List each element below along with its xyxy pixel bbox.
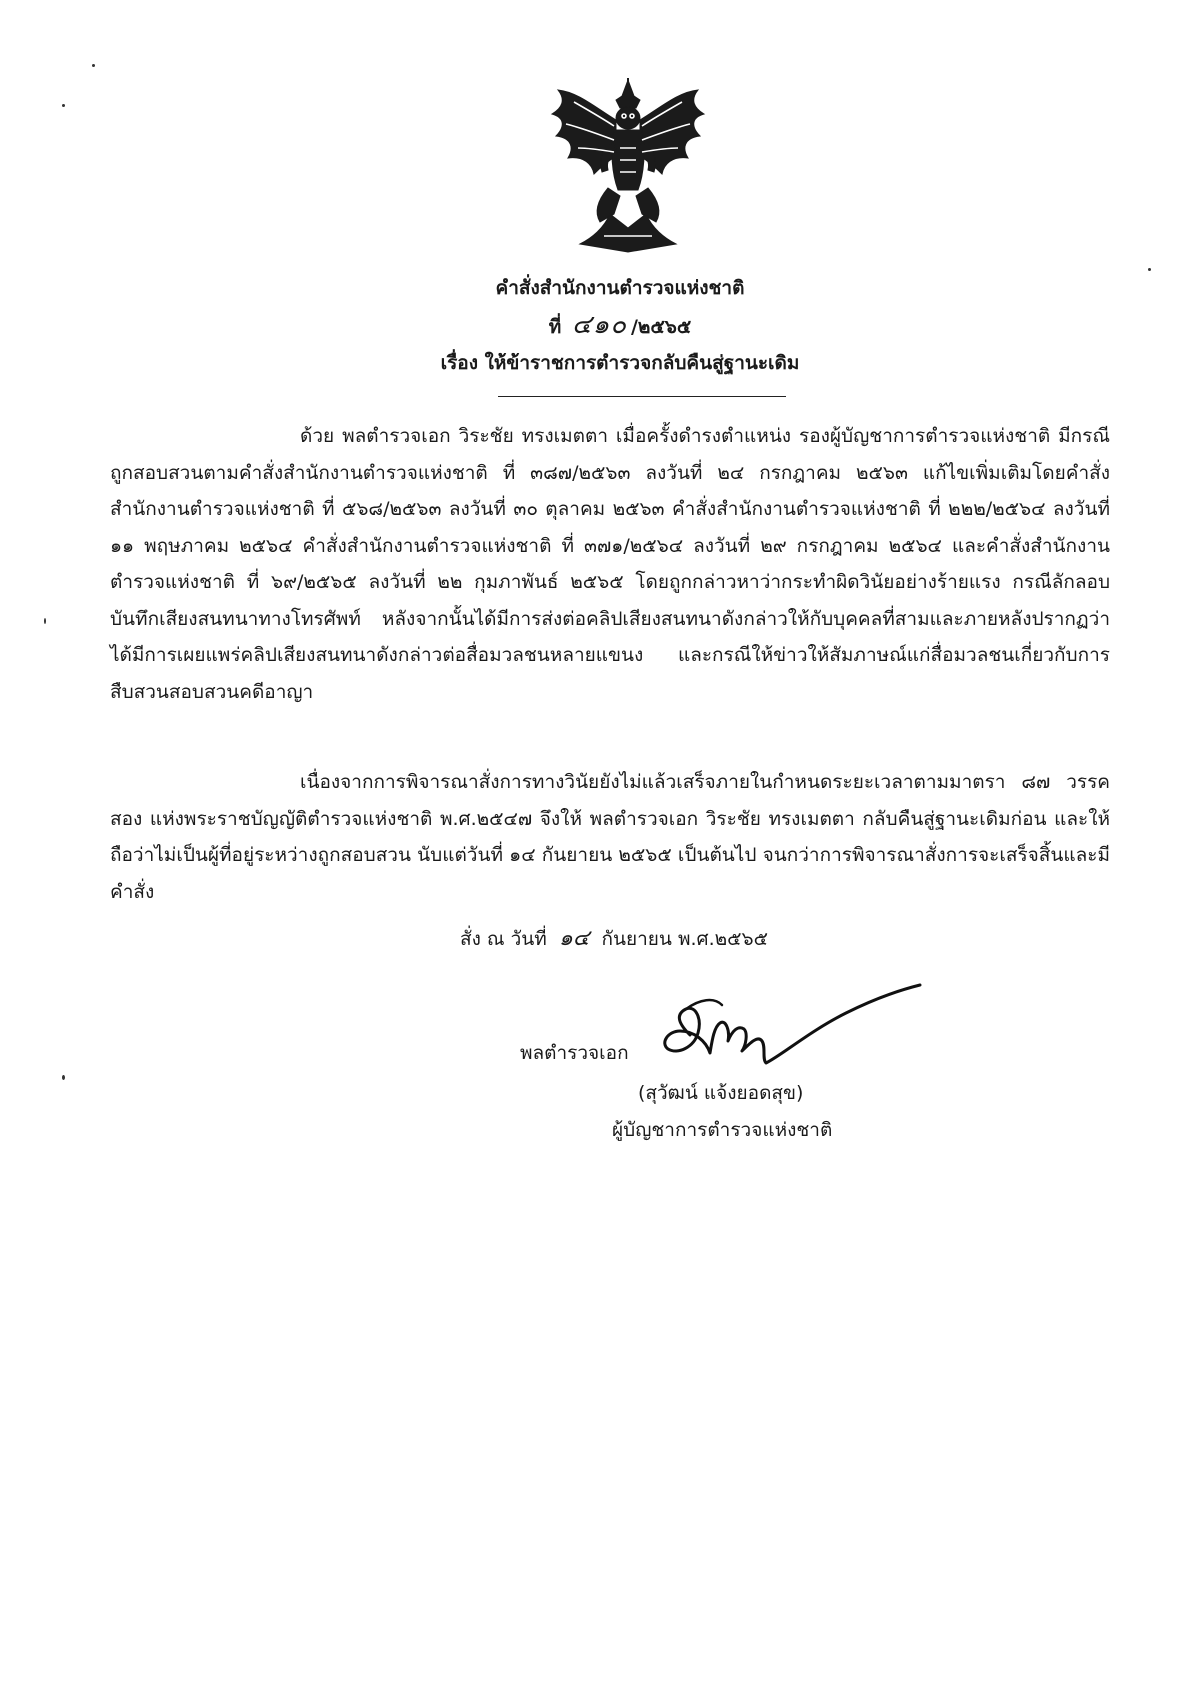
handwritten-signature-icon bbox=[650, 975, 930, 1085]
scan-speck bbox=[1148, 268, 1151, 271]
date-day-handwritten: ๑๔ bbox=[558, 926, 590, 951]
order-number-suffix: /๒๕๖๕ bbox=[630, 316, 692, 338]
garuda-emblem-icon bbox=[544, 78, 712, 254]
scan-speck bbox=[92, 64, 95, 67]
scan-speck bbox=[44, 618, 46, 624]
scan-speck bbox=[62, 1075, 65, 1080]
signer-rank: พลตำรวจเอก bbox=[520, 1042, 629, 1064]
signer-name: (สุวัฒน์ แจ้งยอดสุข) bbox=[638, 1082, 804, 1104]
signer-position: ผู้บัญชาการตำรวจแห่งชาติ bbox=[612, 1119, 833, 1141]
body-paragraph-1-text: ด้วย พลตำรวจเอก วิระชัย ทรงเมตตา เมื่อครั้งดำรงตำแหน่ง รองผู้บัญชาการตำรวจแห่งชาติ มีกรณีถูกสอบสวนตามคำสั่งสำนักงานตำรวจแห่งชาติ ที่ ๓๘๗/๒๕๖๓ ลงวันที่ ๒๔ กรกฎาคม ๒๕๖๓ แก้ไขเพิ่มเติมโดยคำสั่งสำนักงานตำรวจแห่งชาติ ที่ ๕๖๘/๒๕๖๓ ลงวันที่ ๓๐ ตุลาคม ๒๕๖๓ คำสั่งสำนักงานตำรวจแห่งชาติ ที่ ๒๒๒/๒๕๖๔ ลงวันที่ ๑๑ พฤษภาคม ๒๕๖๔ คำสั่งสำนักงานตำรวจแห่งชาติ ที่ ๓๗๑/๒๕๖๔ ลงวันที่ ๒๙ กรกฎาคม ๒๕๖๔ และคำสั่งสำนักงานตำรวจแห่งชาติ ที่ ๖๙/๒๕๖๕ ลงวันที่ ๒๒ กุมภาพันธ์ ๒๕๖๕ โดยถูกกล่าวหาว่ากระทำผิดวินัยอย่างร้ายแรง กรณีลักลอบบันทึกเสียงสนทนาทางโทรศัพท์ หลังจากนั้นได้มีการส่งต่อคลิปเสียงสนทนาดังกล่าวให้กับบุคคลที่สามและภายหลังปรากฏว่าได้มีการเผยแพร่คลิปเสียงสนทนาดังกล่าวต่อสื่อมวลชนหลายแขนง และกรณีให้ข่าวให้สัมภาษณ์แก่สื่อมวลชนเกี่ยวกับการสืบสวนสอบสวนคดีอาญา bbox=[110, 425, 1110, 703]
date-month-year: กันยายน พ.ศ.๒๕๖๕ bbox=[601, 928, 768, 950]
scan-speck bbox=[62, 104, 65, 107]
order-number bbox=[300, 312, 940, 340]
body-paragraph-2 bbox=[110, 764, 1110, 910]
subject-divider bbox=[498, 396, 786, 397]
date-prefix: สั่ง ณ วันที่ bbox=[460, 928, 547, 950]
order-number-prefix: ที่ bbox=[548, 316, 562, 338]
body-paragraph-2-text: เนื่องจากการพิจารณาสั่งการทางวินัยยังไม่แล้วเสร็จภายในกำหนดระยะเวลาตามมาตรา ๘๗ วรรคสอง แห่งพระราชบัญญัติตำรวจแห่งชาติ พ.ศ.๒๕๔๗ จึงให้ พลตำรวจเอก วิระชัย ทรงเมตตา กลับคืนสู่ฐานะเดิมก่อน และให้ถือว่าไม่เป็นผู้ที่อยู่ระหว่างถูกสอบสวน นับแต่วันที่ ๑๔ กันยายน ๒๕๖๕ เป็นต้นไป จนกว่าการพิจารณาสั่งการจะเสร็จสิ้นและมีคำสั่ง bbox=[110, 771, 1110, 903]
order-subject: เรื่อง ให้ข้าราชการตำรวจกลับคืนสู่ฐานะเดิม bbox=[440, 352, 800, 374]
order-number-handwritten: ๔๑๐ bbox=[571, 310, 627, 340]
body-paragraph-1 bbox=[110, 418, 1110, 710]
order-date bbox=[460, 926, 768, 952]
order-title: คำสั่งสำนักงานตำรวจแห่งชาติ bbox=[495, 277, 745, 299]
